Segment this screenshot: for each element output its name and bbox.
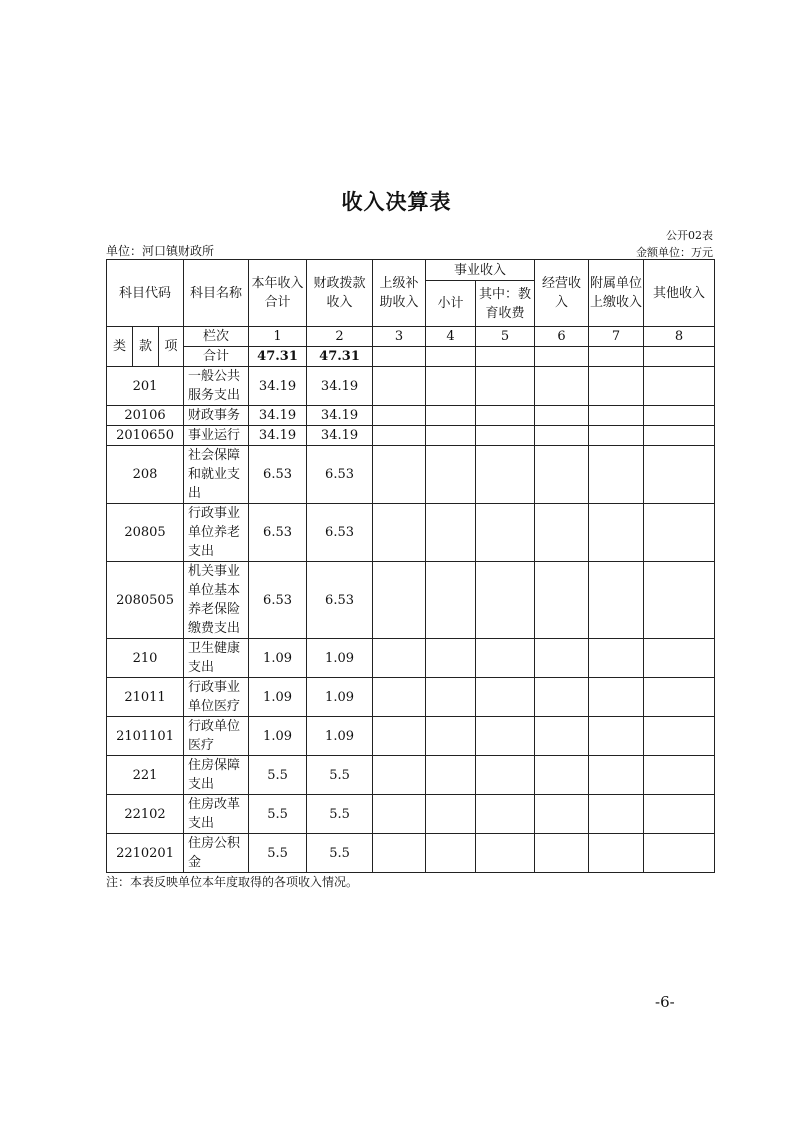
col-number: 7 (589, 327, 644, 347)
empty-cell (426, 406, 476, 426)
annual-income-cell: 1.09 (249, 639, 307, 678)
table-note: 注：本表反映单位本年度取得的各项收入情况。 (106, 875, 359, 889)
header-section: 款 (133, 327, 159, 367)
fiscal-allocation-cell: 5.5 (307, 795, 373, 834)
money-unit-label: 金额单位：万元 (636, 246, 713, 259)
form-number: 公开02表 (666, 229, 713, 242)
col-number: 6 (535, 327, 589, 347)
subject-code-cell: 201 (107, 367, 184, 406)
empty-cell (373, 678, 426, 717)
header-subtotal: 小计 (426, 281, 476, 327)
fiscal-allocation-cell: 5.5 (307, 834, 373, 873)
table-row (107, 717, 715, 756)
empty-cell (426, 562, 476, 639)
empty-cell (476, 426, 535, 446)
empty-cell (535, 834, 589, 873)
empty-cell (644, 367, 715, 406)
fiscal-allocation-cell: 6.53 (307, 562, 373, 639)
empty-cell (589, 639, 644, 678)
fiscal-allocation-cell: 1.09 (307, 639, 373, 678)
empty-cell (535, 717, 589, 756)
empty-cell (589, 426, 644, 446)
subject-name-cell: 住房公积金 (184, 834, 249, 873)
annual-income-cell: 34.19 (249, 367, 307, 406)
header-business-income: 事业收入 (426, 260, 535, 281)
annual-income-cell: 1.09 (249, 717, 307, 756)
fiscal-allocation-cell: 5.5 (307, 756, 373, 795)
subject-code-cell: 221 (107, 756, 184, 795)
empty-cell (426, 446, 476, 504)
empty-cell (589, 562, 644, 639)
empty-cell (535, 756, 589, 795)
subject-name-cell: 行政事业单位养老支出 (184, 504, 249, 562)
header-class: 类 (107, 327, 133, 367)
subject-code-cell: 20805 (107, 504, 184, 562)
empty-cell (373, 446, 426, 504)
empty-cell (644, 795, 715, 834)
empty-cell (535, 504, 589, 562)
col-number: 4 (426, 327, 476, 347)
empty-cell (644, 504, 715, 562)
empty-cell (589, 756, 644, 795)
fiscal-allocation-cell: 1.09 (307, 717, 373, 756)
fiscal-allocation-cell: 34.19 (307, 406, 373, 426)
empty-cell (644, 406, 715, 426)
empty-cell (535, 639, 589, 678)
col-number: 2 (307, 327, 373, 347)
empty-cell (476, 717, 535, 756)
subject-name-cell: 行政单位医疗 (184, 717, 249, 756)
table-row (107, 426, 715, 446)
income-table (106, 259, 715, 873)
subject-code-cell: 2010650 (107, 426, 184, 446)
table-row (107, 367, 715, 406)
page-number: -6- (655, 993, 675, 1011)
subject-name-cell: 住房改革支出 (184, 795, 249, 834)
empty-cell (373, 756, 426, 795)
empty-cell (426, 834, 476, 873)
col-number: 3 (373, 327, 426, 347)
empty-cell (426, 756, 476, 795)
empty-cell (476, 834, 535, 873)
subject-code-cell: 22102 (107, 795, 184, 834)
subject-name-cell: 一般公共服务支出 (184, 367, 249, 406)
total-fiscal-allocation: 47.31 (307, 347, 373, 367)
subject-name-cell: 机关事业单位基本养老保险缴费支出 (184, 562, 249, 639)
col-number: 8 (644, 327, 715, 347)
fiscal-allocation-cell: 34.19 (307, 367, 373, 406)
empty-cell (644, 426, 715, 446)
annual-income-cell: 6.53 (249, 504, 307, 562)
empty-cell (589, 717, 644, 756)
subject-name-cell: 住房保障支出 (184, 756, 249, 795)
annual-income-cell: 5.5 (249, 756, 307, 795)
empty-cell (535, 795, 589, 834)
subject-name-cell: 行政事业单位医疗 (184, 678, 249, 717)
header-column-label: 栏次 (184, 327, 249, 347)
total-label: 合计 (184, 347, 249, 367)
header-subject-code: 科目代码 (107, 260, 184, 327)
empty-cell (373, 504, 426, 562)
header-other-income: 其他收入 (644, 260, 715, 327)
empty-cell (426, 717, 476, 756)
empty-cell (373, 639, 426, 678)
subject-code-cell: 2101101 (107, 717, 184, 756)
empty-cell (535, 406, 589, 426)
empty-cell (373, 367, 426, 406)
empty-cell (476, 678, 535, 717)
empty-cell (644, 639, 715, 678)
empty-cell (535, 367, 589, 406)
empty-cell (426, 795, 476, 834)
annual-income-cell: 34.19 (249, 406, 307, 426)
header-annual-income-total: 本年收入合计 (249, 260, 307, 327)
table-row (107, 795, 715, 834)
empty-cell (373, 426, 426, 446)
table-row (107, 446, 715, 504)
annual-income-cell: 5.5 (249, 834, 307, 873)
table-row (107, 562, 715, 639)
empty-cell (476, 795, 535, 834)
empty-cell (426, 678, 476, 717)
subject-code-cell: 20106 (107, 406, 184, 426)
empty-cell (589, 367, 644, 406)
empty-cell (644, 717, 715, 756)
annual-income-cell: 6.53 (249, 446, 307, 504)
empty-cell (476, 406, 535, 426)
empty-cell (644, 834, 715, 873)
subject-code-cell: 2210201 (107, 834, 184, 873)
fiscal-allocation-cell: 6.53 (307, 446, 373, 504)
table-row (107, 406, 715, 426)
empty-cell (476, 367, 535, 406)
empty-cell (426, 426, 476, 446)
empty-cell (373, 406, 426, 426)
empty-cell (373, 834, 426, 873)
empty-cell (535, 562, 589, 639)
unit-label: 单位：河口镇财政所 (106, 244, 215, 258)
col-number: 5 (476, 327, 535, 347)
table-row (107, 834, 715, 873)
empty-cell (644, 446, 715, 504)
subject-code-cell: 208 (107, 446, 184, 504)
empty-cell (476, 756, 535, 795)
table-row (107, 756, 715, 795)
table-row (107, 678, 715, 717)
empty-cell (644, 678, 715, 717)
subject-code-cell: 210 (107, 639, 184, 678)
col-number: 1 (249, 327, 307, 347)
header-operating-income: 经营收入 (535, 260, 589, 327)
header-education-fee: 其中：教育收费 (476, 281, 535, 327)
total-annual-income: 47.31 (249, 347, 307, 367)
subject-name-cell: 社会保障和就业支出 (184, 446, 249, 504)
empty-cell (589, 678, 644, 717)
empty-cell (476, 504, 535, 562)
annual-income-cell: 1.09 (249, 678, 307, 717)
fiscal-allocation-cell: 1.09 (307, 678, 373, 717)
annual-income-cell: 5.5 (249, 795, 307, 834)
subject-code-cell: 2080505 (107, 562, 184, 639)
empty-cell (373, 562, 426, 639)
empty-cell (535, 446, 589, 504)
subject-name-cell: 财政事务 (184, 406, 249, 426)
subject-code-cell: 21011 (107, 678, 184, 717)
table-row (107, 639, 715, 678)
header-subject-name: 科目名称 (184, 260, 249, 327)
fiscal-allocation-cell: 34.19 (307, 426, 373, 446)
empty-cell (426, 504, 476, 562)
empty-cell (535, 678, 589, 717)
empty-cell (426, 639, 476, 678)
page-title: 收入决算表 (341, 190, 452, 214)
header-fiscal-allocation: 财政拨款收入 (307, 260, 373, 327)
empty-cell (589, 834, 644, 873)
empty-cell (426, 367, 476, 406)
header-superior-subsidy: 上级补助收入 (373, 260, 426, 327)
empty-cell (644, 756, 715, 795)
empty-cell (589, 446, 644, 504)
empty-cell (589, 795, 644, 834)
header-item: 项 (159, 327, 184, 367)
header-affiliated-income: 附属单位上缴收入 (589, 260, 644, 327)
table-row (107, 504, 715, 562)
subject-name-cell: 卫生健康支出 (184, 639, 249, 678)
empty-cell (644, 562, 715, 639)
empty-cell (373, 795, 426, 834)
empty-cell (589, 406, 644, 426)
empty-cell (373, 717, 426, 756)
annual-income-cell: 6.53 (249, 562, 307, 639)
annual-income-cell: 34.19 (249, 426, 307, 446)
empty-cell (589, 504, 644, 562)
subject-name-cell: 事业运行 (184, 426, 249, 446)
empty-cell (476, 562, 535, 639)
fiscal-allocation-cell: 6.53 (307, 504, 373, 562)
empty-cell (476, 446, 535, 504)
empty-cell (476, 639, 535, 678)
empty-cell (535, 426, 589, 446)
